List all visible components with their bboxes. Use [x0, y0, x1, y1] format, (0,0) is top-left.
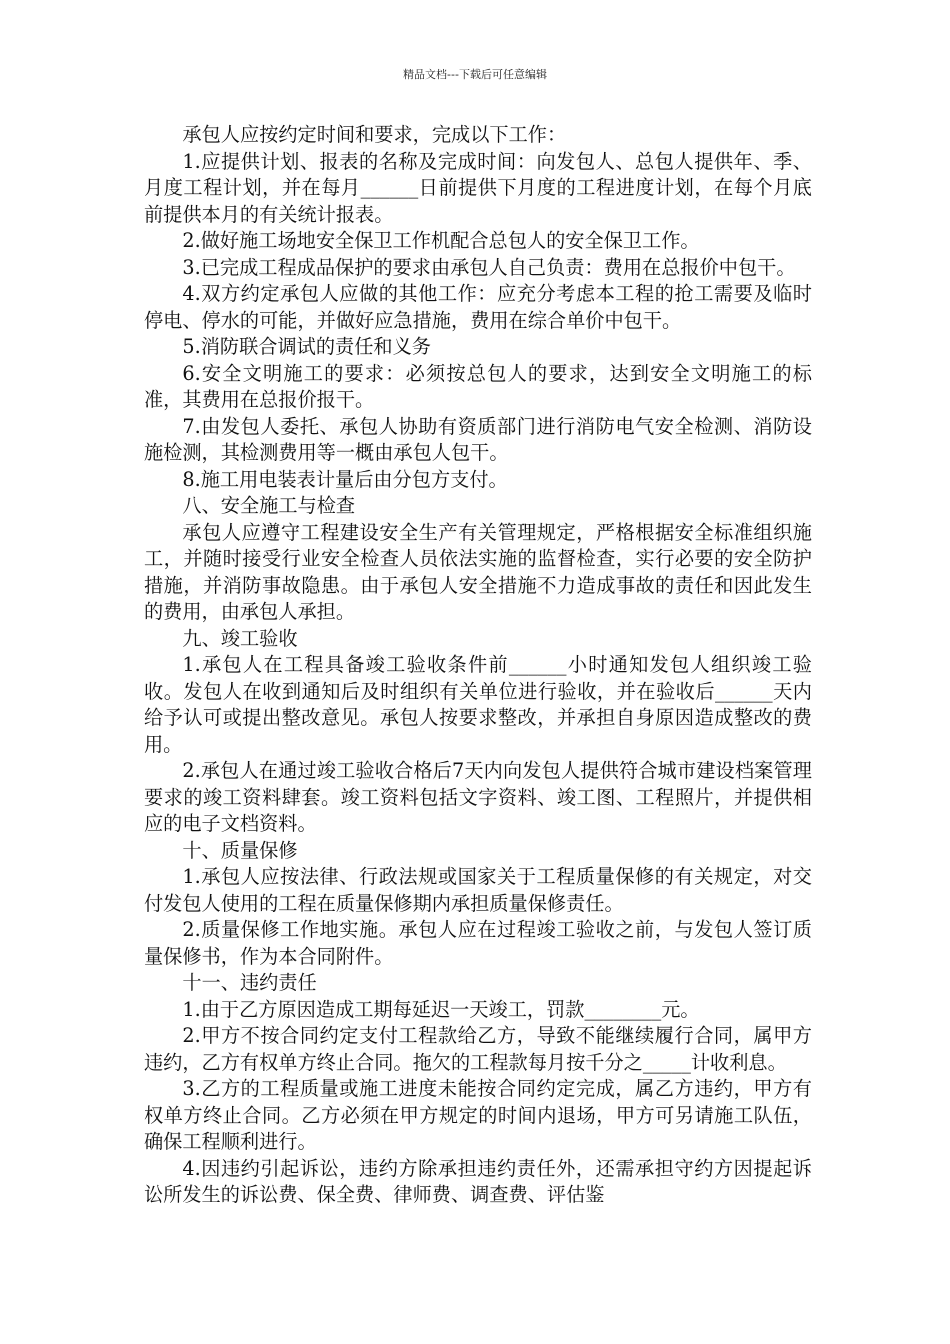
paragraph: 承包人应遵守工程建设安全生产有关管理规定，严格根据安全标准组织施工，并随时接受行业安全检查人员依法实施的监督检查，实行必要的安全防护措施，并消防事故隐患。由于承包人安全措施不力造成事故的责任和因此发生的费用，由承包人承担。: [144, 520, 812, 623]
paragraph: 6.安全文明施工的要求：必须按总包人的要求，达到安全文明施工的标准，其费用在总报价报干。: [144, 361, 812, 411]
paragraph: 2.做好施工场地安全保卫工作机配合总包人的安全保卫工作。: [182, 229, 700, 252]
paragraph: 承包人应按约定时间和要求，完成以下工作：: [182, 123, 567, 146]
paragraph: 1.承包人应按法律、行政法规或国家关于工程质量保修的有关规定，对交付发包人使用的工程在质量保修期内承担质量保修责任。: [144, 865, 812, 915]
paragraph: 2.承包人在通过竣工验收合格后7天内向发包人提供符合城市建设档案管理要求的竣工资料肆套。竣工资料包括文字资料、竣工图、工程照片，并提供相应的电子文档资料。: [144, 759, 812, 835]
paragraph: 5.消防联合调试的责任和义务: [182, 335, 431, 358]
paragraph: 3.乙方的工程质量或施工进度未能按合同约定完成，属乙方违约，甲方有权单方终止合同。乙方必须在甲方规定的时间内退场，甲方可另请施工队伍，确保工程顺利进行。: [144, 1077, 812, 1153]
paragraph: 2.质量保修工作地实施。承包人应在过程竣工验收之前，与发包人签订质量保修书，作为本合同附件。: [144, 918, 812, 968]
paragraph: 1.由于乙方原因造成工期每延迟一天竣工，罚款________元。: [182, 997, 700, 1021]
paragraph: 1.应提供计划、报表的名称及完成时间：向发包人、总包人提供年、季、月度工程计划，并在每月______日前提供下月度的工程进度计划，在每个月底前提供本月的有关统计报表。: [144, 149, 812, 226]
section-heading: 九、竣工验收: [182, 626, 298, 650]
paragraph: 2.甲方不按合同约定支付工程款给乙方，导致不能继续履行合同，属甲方违约，乙方有权单方终止合同。拖欠的工程款每月按千分之_____计收利息。: [144, 1024, 812, 1074]
section-heading: 八、安全施工与检查: [182, 494, 356, 517]
paragraph: 7.由发包人委托、承包人协助有资质部门进行消防电气安全检测、消防设施检测，其检测费用等一概由承包人包干。: [144, 414, 812, 464]
paragraph: 4.因违约引起诉讼，违约方除承担违约责任外，还需承担守约方因提起诉讼所发生的诉讼费、保全费、律师费、调查费、评估鉴: [144, 1156, 812, 1206]
paragraph: 1.承包人在工程具备竣工验收条件前______小时通知发包人组织竣工验收。发包人在收到通知后及时组织有关单位进行验收，并在验收后______天内给予认可或提出整改意见。承包人按要求整改，并承担自身原因造成整改的费用。: [144, 653, 812, 756]
section-heading: 十一、违约责任: [182, 971, 317, 994]
page-header: 精品文档---下载后可任意编辑: [403, 68, 547, 81]
paragraph: 8.施工用电装表计量后由分包方支付。: [182, 467, 508, 491]
section-heading: 十、质量保修: [182, 838, 298, 862]
paragraph: 3.已完成工程成品保护的要求由承包人自己负责：费用在总报价中包干。: [182, 255, 796, 279]
paragraph: 4.双方约定承包人应做的其他工作：应充分考虑本工程的抢工需要及临时停电、停水的可能，并做好应急措施，费用在综合单价中包干。: [144, 282, 812, 332]
document-body: [144, 122, 812, 1209]
